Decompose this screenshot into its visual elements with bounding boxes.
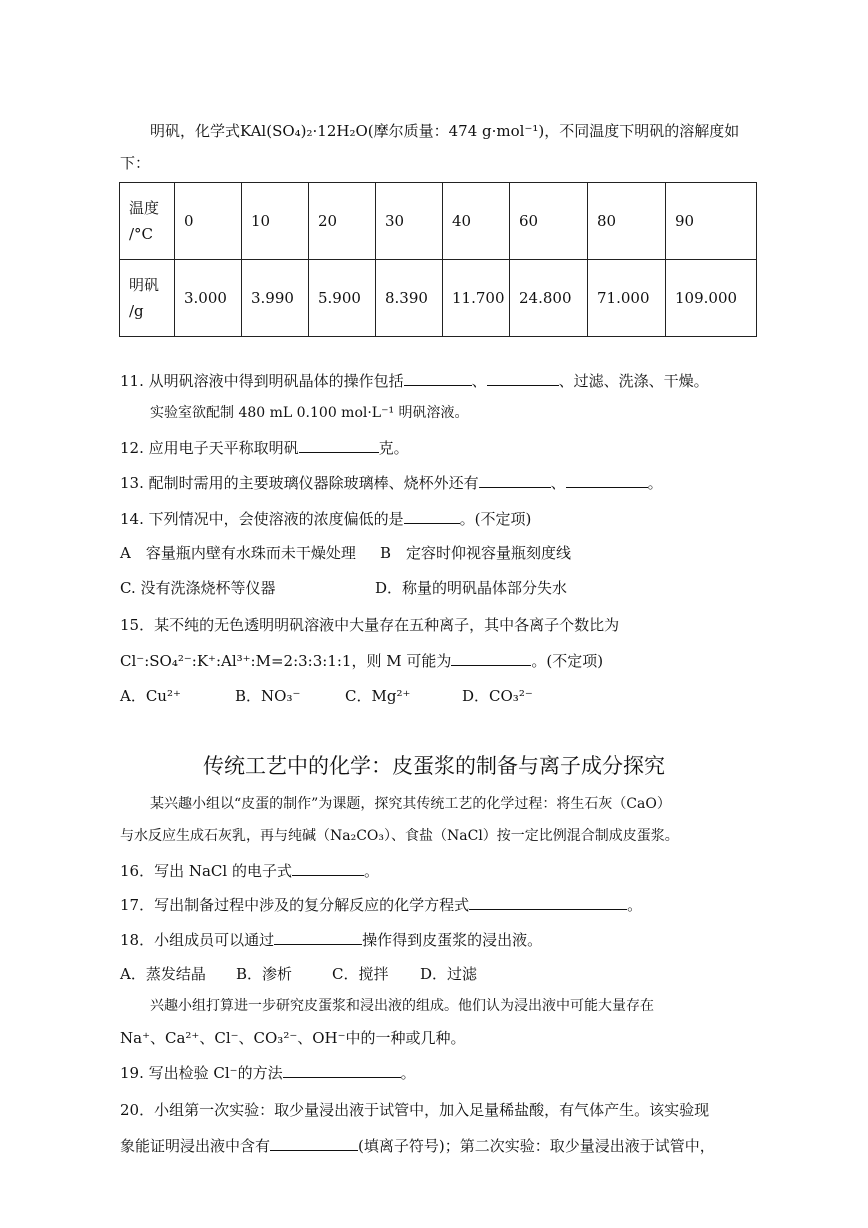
section-title: 传统工艺中的化学：皮蛋浆的制备与离子成分探究 — [203, 754, 665, 778]
answer-blank[interactable] — [404, 508, 460, 524]
paragraph-2-line-1: 兴趣小组打算进一步研究皮蛋浆和浸出液的组成。他们认为浸出液中可能大量存在 — [150, 998, 654, 1014]
answer-blank[interactable] — [274, 929, 362, 945]
answer-blank[interactable] — [566, 472, 648, 488]
question-11: 11. 从明矾溶液中得到明矾晶体的操作包括 、 、过滤、洗涤、干燥。 — [120, 372, 709, 390]
q15-option-c[interactable]: C．Mg²⁺ — [345, 687, 411, 705]
question-20-line-2: 象能证明浸出液中含有 (填离子符号)；第二次实验：取少量浸出液于试管中， — [120, 1137, 715, 1155]
question-14: 14. 下列情况中，会使溶液的浓度偏低的是 。(不定项) — [120, 510, 532, 528]
q18-option-d[interactable]: D．过滤 — [420, 965, 478, 983]
q15-option-a[interactable]: A．Cu²⁺ — [120, 687, 181, 705]
answer-blank[interactable] — [487, 370, 559, 386]
table-cell: 60 — [510, 183, 588, 260]
table-cell: 24.800 — [510, 260, 588, 337]
question-13: 13. 配制时需用的主要玻璃仪器除玻璃棒、烧杯外还有 、 。 — [120, 474, 663, 492]
table-cell: 30 — [376, 183, 443, 260]
paragraph-1-line-1: 某兴趣小组以“皮蛋的制作”为课题，探究其传统工艺的化学过程：将生石灰（CaO） — [150, 796, 671, 812]
table-cell: 90 — [666, 183, 757, 260]
table-cell: 8.390 — [376, 260, 443, 337]
table-cell: 20 — [309, 183, 376, 260]
answer-blank[interactable] — [404, 370, 472, 386]
question-17: 17．写出制备过程中涉及的复分解反应的化学方程式 。 — [120, 896, 643, 914]
table-cell: 5.900 — [309, 260, 376, 337]
intro-line-2: 下： — [120, 154, 151, 172]
table-cell: 10 — [242, 183, 309, 260]
table-row-temperature — [120, 183, 757, 260]
table-cell: 11.700 — [443, 260, 510, 337]
question-16: 16．写出 NaCl 的电子式 。 — [120, 862, 379, 880]
question-20-line-1: 20．小组第一次实验：取少量浸出液于试管中，加入足量稀盐酸，有气体产生。该实验现 — [120, 1101, 710, 1119]
q18-option-b[interactable]: B．渗析 — [236, 965, 293, 983]
q14-option-d[interactable]: D．称量的明矾晶体部分失水 — [375, 579, 568, 597]
answer-blank[interactable] — [451, 650, 531, 666]
q14-option-c[interactable]: C. 没有洗涤烧杯等仪器 — [120, 579, 276, 597]
table-cell: 3.000 — [175, 260, 242, 337]
table-row-solubility — [120, 260, 757, 337]
table-cell: 80 — [588, 183, 666, 260]
table-cell: 109.000 — [666, 260, 757, 337]
q15-option-b[interactable]: B．NO₃⁻ — [235, 687, 301, 705]
answer-blank[interactable] — [469, 894, 627, 910]
q18-option-a[interactable]: A．蒸发结晶 — [120, 965, 206, 983]
question-19: 19. 写出检验 Cl⁻的方法 。 — [120, 1064, 416, 1082]
table-cell: 0 — [175, 183, 242, 260]
question-15: 15．某不纯的无色透明明矾溶液中大量存在五种离子，其中各离子个数比为 — [120, 616, 620, 634]
question-18: 18．小组成员可以通过 操作得到皮蛋浆的浸出液。 — [120, 931, 543, 949]
table-cell: 71.000 — [588, 260, 666, 337]
answer-blank[interactable] — [283, 1062, 401, 1078]
table-header-alum: 明矾 /g — [120, 260, 175, 337]
paragraph-1-line-2: 与水反应生成石灰乳，再与纯碱（Na₂CO₃）、食盐（NaCl）按一定比例混合制成皮蛋浆。 — [120, 828, 679, 844]
paragraph-2-line-2: Na⁺、Ca²⁺、Cl⁻、CO₃²⁻、OH⁻中的一种或几种。 — [120, 1029, 466, 1047]
question-15-ratio: Cl⁻:SO₄²⁻:K⁺:Al³⁺:M=2:3:3:1:1，则 M 可能为 。(不定项) — [120, 652, 604, 670]
q18-option-c[interactable]: C．搅拌 — [332, 965, 389, 983]
table-header-temperature: 温度 /°C — [120, 183, 175, 260]
note-solution: 实验室欲配制 480 mL 0.100 mol·L⁻¹ 明矾溶液。 — [150, 405, 469, 421]
answer-blank[interactable] — [479, 472, 551, 488]
intro-line-1: 明矾，化学式KAl(SO₄)₂·12H₂O(摩尔质量：474 g·mol⁻¹)，不同温度下明矾的溶解度如 — [150, 122, 740, 140]
answer-blank[interactable] — [299, 437, 379, 453]
answer-blank[interactable] — [292, 860, 364, 876]
solubility-table — [119, 182, 757, 337]
table-cell: 3.990 — [242, 260, 309, 337]
q15-option-d[interactable]: D．CO₃²⁻ — [462, 687, 533, 705]
q14-option-b[interactable]: B 定容时仰视容量瓶刻度线 — [380, 544, 572, 562]
question-12: 12. 应用电子天平称取明矾 克。 — [120, 439, 409, 457]
table-cell: 40 — [443, 183, 510, 260]
answer-blank[interactable] — [270, 1135, 358, 1151]
q14-option-a[interactable]: A 容量瓶内壁有水珠而未干燥处理 — [120, 544, 356, 562]
